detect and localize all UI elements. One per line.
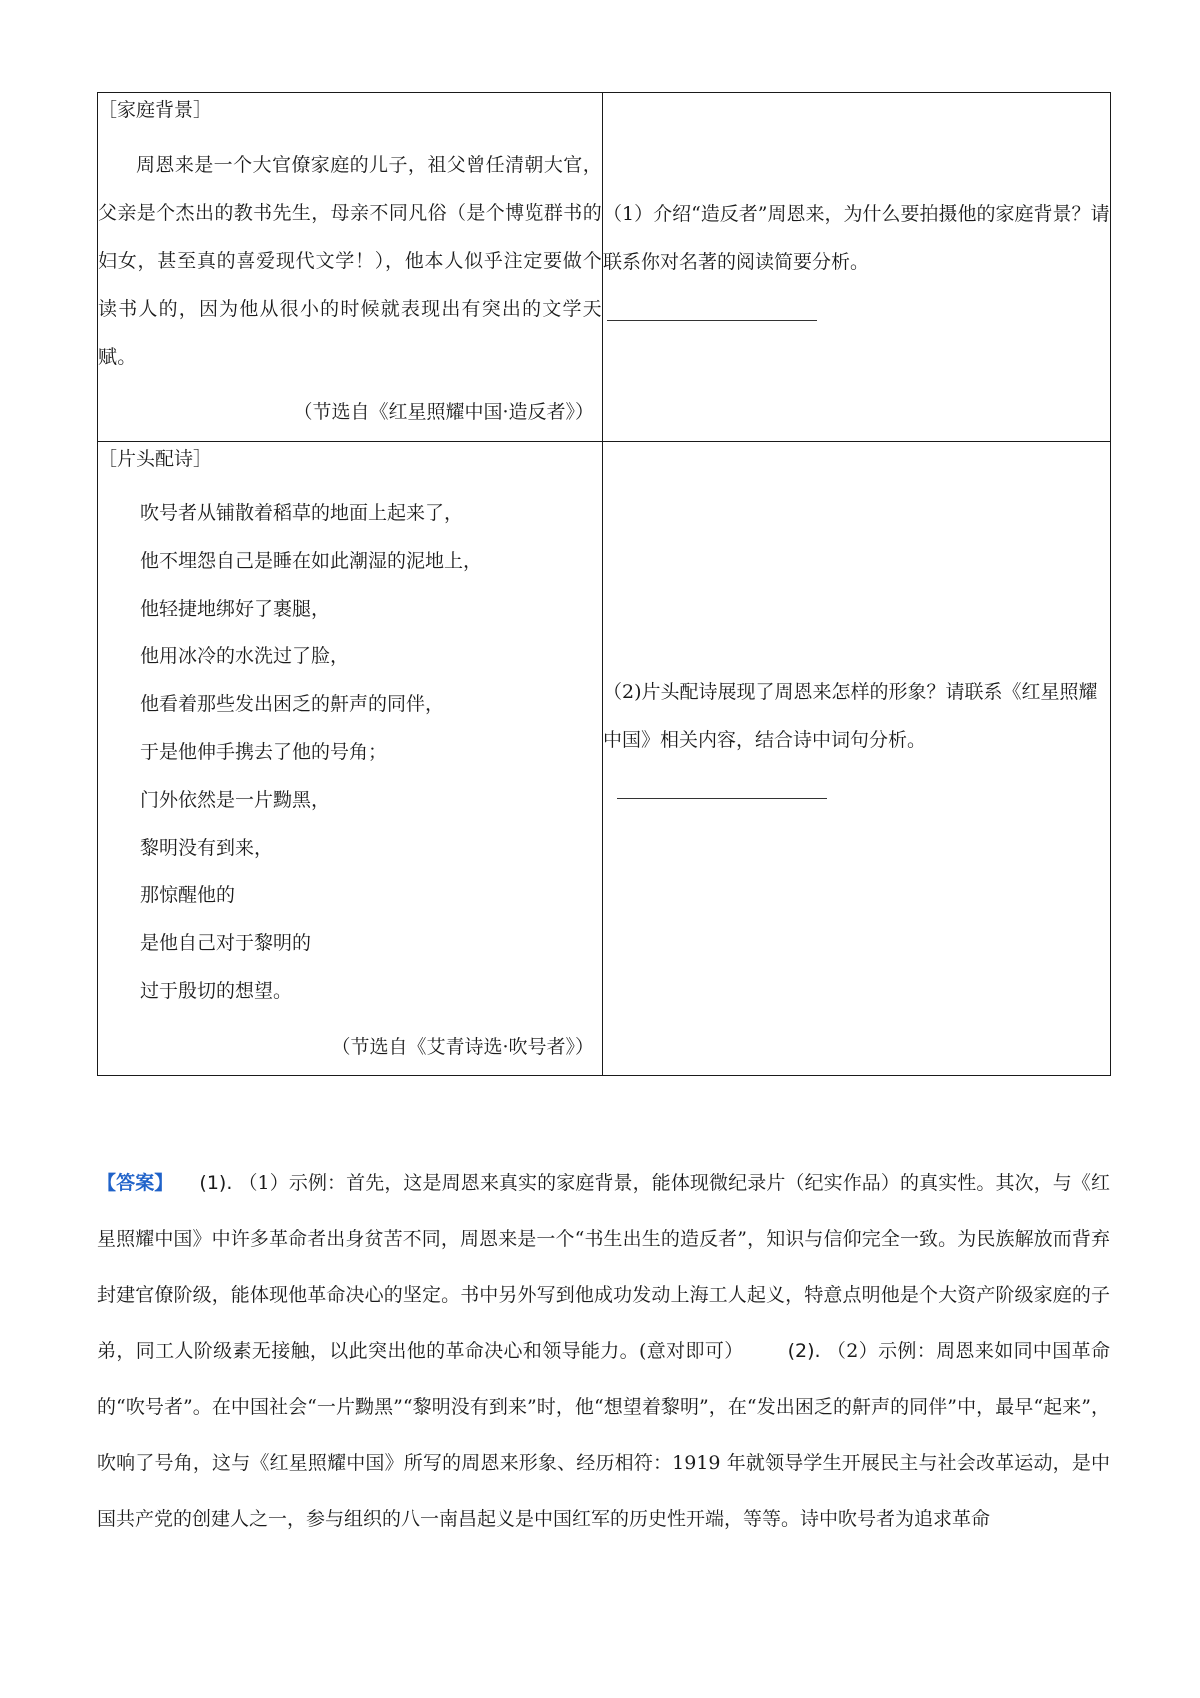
- material-paragraph: 周恩来是一个大官僚家庭的儿子，祖父曾任清朝大官，父亲是个杰出的教书先生，母亲不同凡俗（是个博览群书的妇女，甚至真的喜爱现代文学！），他本人似乎注定要做个读书人的，因为他从很小的时候就表现出有突出的文学天赋。: [98, 154, 602, 368]
- poem-line: 黎明没有到来，: [140, 836, 274, 859]
- poem-line: 那惊醒他的: [140, 884, 236, 907]
- poem-line: 他轻捷地绑好了裹腿，: [140, 597, 331, 620]
- answer-number-1: (1).: [199, 1172, 233, 1194]
- answer-part-2: （2）示例：周恩来如同中国革命的“吹号者”。在中国社会“一片黝黑”“黎明没有到来”时，他“想望着黎明”，在“发出困乏的鼾声的同伴”中，最早“起来”，吹响了号角，这与《红星照耀中国》所写的周恩来形象、经历相符：1919 年就领导学生开展民主与社会改革运动，是中国共产党的创建人之一，参与组织的八一南昌起义是中国红军的历史性开端，等等。诗中吹号者为追求革命: [97, 1340, 1111, 1530]
- question-table: [97, 92, 1111, 1076]
- material-tag: ［家庭背景］: [98, 99, 213, 121]
- poem: [98, 490, 602, 1016]
- poem-line: 门外依然是一片黝黑，: [140, 788, 331, 811]
- poem-line: 他用冰冷的水洗过了脸，: [140, 645, 350, 668]
- poem-line: 于是他伸手携去了他的号角；: [140, 740, 388, 763]
- material-cell-poem: [98, 442, 603, 1076]
- poem-line: 他看着那些发出困乏的鼾声的同伴，: [140, 693, 445, 716]
- question-text: （2)片头配诗展现了周恩来怎样的形象？请联系《红星照耀中国》相关内容，结合诗中词句分析。: [603, 681, 1098, 751]
- answer-blank[interactable]: [607, 320, 817, 321]
- answer-number-2: (2).: [787, 1340, 821, 1362]
- material-tag: ［片头配诗］: [98, 448, 213, 470]
- question-cell-2: [603, 442, 1111, 1076]
- poem-line: 他不埋怨自己是睡在如此潮湿的泥地上，: [140, 549, 483, 572]
- material-source: （节选自《艾青诗选·吹号者》）: [331, 1035, 594, 1058]
- answer-part-1: （1）示例：首先，这是周恩来真实的家庭背景，能体现微纪录片（纪实作品）的真实性。其次，与《红星照耀中国》中许多革命者出身贫苦不同，周恩来是一个“书生出生的造反者”，知识与信仰完全一致。为民族解放而背弃封建官僚阶级，能体现他革命决心的坚定。书中另外写到他成功发动上海工人起义，特意点明他是个大资产阶级家庭的子弟，同工人阶级素无接触，以此突出他的革命决心和领导能力。(意对即可）: [97, 1172, 1110, 1362]
- answer-section: [97, 1155, 1110, 1547]
- material-cell-family-background: [98, 93, 603, 442]
- poem-line: 吹号者从铺散着稻草的地面上起来了，: [140, 502, 464, 524]
- poem-line: 过于殷切的想望。: [140, 979, 293, 1002]
- question-cell-1: [603, 93, 1111, 442]
- answer-tag: 【答案】: [97, 1172, 174, 1194]
- table-row: [98, 93, 1111, 442]
- table-row: [98, 442, 1111, 1076]
- answer-blank[interactable]: [617, 798, 827, 799]
- poem-line: 是他自己对于黎明的: [140, 932, 312, 955]
- question-text: （1）介绍“造反者”周恩来，为什么要拍摄他的家庭背景？请联系你对名著的阅读简要分析。: [603, 203, 1110, 273]
- material-source: （节选自《红星照耀中国·造反者》）: [293, 401, 594, 423]
